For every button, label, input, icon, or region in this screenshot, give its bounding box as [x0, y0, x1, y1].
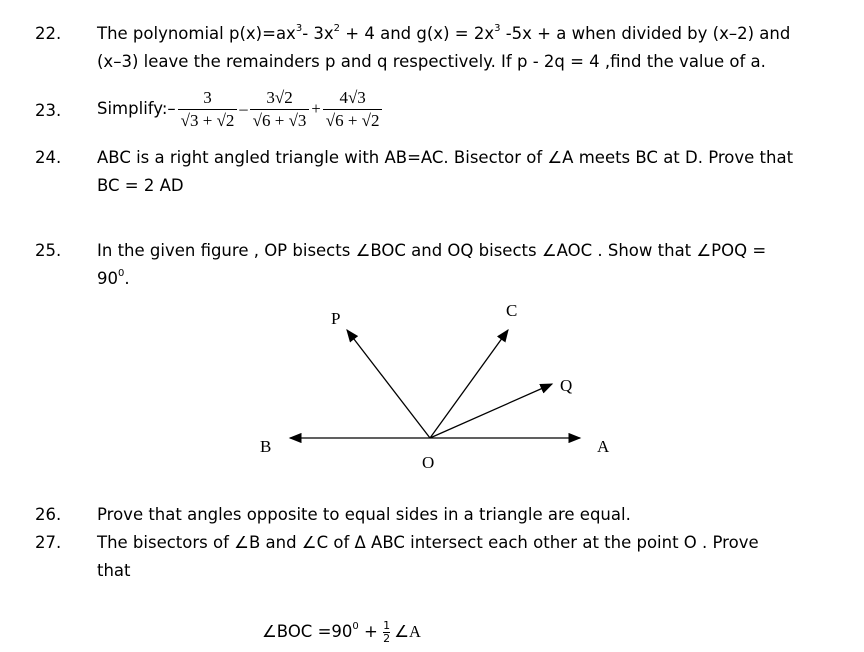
fraction: $\frac{3}{√3 + √2}$ [178, 88, 238, 131]
fraction-half: $\frac{1}{2}$ [383, 619, 391, 645]
ray-OP [347, 330, 430, 438]
question-23-expression: Simplify:– $\frac{3}{√3 + √2}$ – $\frac{3√2}{√6 + √3}$ + $\frac{4√3}{√6 + √2}$ [97, 88, 384, 131]
ray-OC [430, 330, 508, 438]
question-25-line-2: $90^0$. [97, 268, 130, 288]
label-Q: Q [560, 376, 573, 395]
question-26-line-1: Prove that angles opposite to equal sides in a triangle are equal. [97, 505, 631, 524]
question-number: 27. [35, 533, 62, 552]
label-B: B [260, 437, 272, 456]
question-25-line-1: In the given figure , OP bisects ∠BOC and OQ bisects ∠AOC . Show that ∠POQ = [97, 241, 767, 260]
ray-OQ [430, 384, 552, 438]
label-A: A [597, 437, 610, 456]
question-27-line-2: that [97, 561, 131, 580]
question-24-line-1: ABC is a right angled triangle with AB=AC. Bisector of ∠A meets BC at D. Prove that [97, 148, 794, 167]
fraction: $\frac{4√3}{√6 + √2}$ [323, 88, 383, 131]
question-24-line-2: BC = 2 AD [97, 176, 184, 195]
question-22-line-1: The polynomial $p(x)=ax^3-$ $3x^2 + 4$ and $g(x) = 2x^3$ -5x + a when divided by (x–2) and [97, 23, 791, 43]
question-number: 23. [35, 101, 62, 120]
question-number: 26. [35, 505, 62, 524]
question-number: 22. [35, 24, 62, 43]
label-C: C [506, 301, 518, 320]
question-number: 24. [35, 148, 62, 167]
question-27-formula: ∠BOC $=90^0$ + $\frac{1}{2}$ ∠A [262, 619, 421, 645]
question-22-line-2: (x–3) leave the remainders p and q respectively. If p - 2q = 4 ,find the value of a. [97, 52, 766, 71]
label-O: O [422, 453, 435, 472]
question-number: 25. [35, 241, 62, 260]
question-27-line-1: The bisectors of ∠B and ∠C of Δ ABC intersect each other at the point O . Prove [97, 533, 759, 552]
label-P: P [331, 309, 341, 328]
fraction: $\frac{3√2}{√6 + √3}$ [250, 88, 310, 131]
